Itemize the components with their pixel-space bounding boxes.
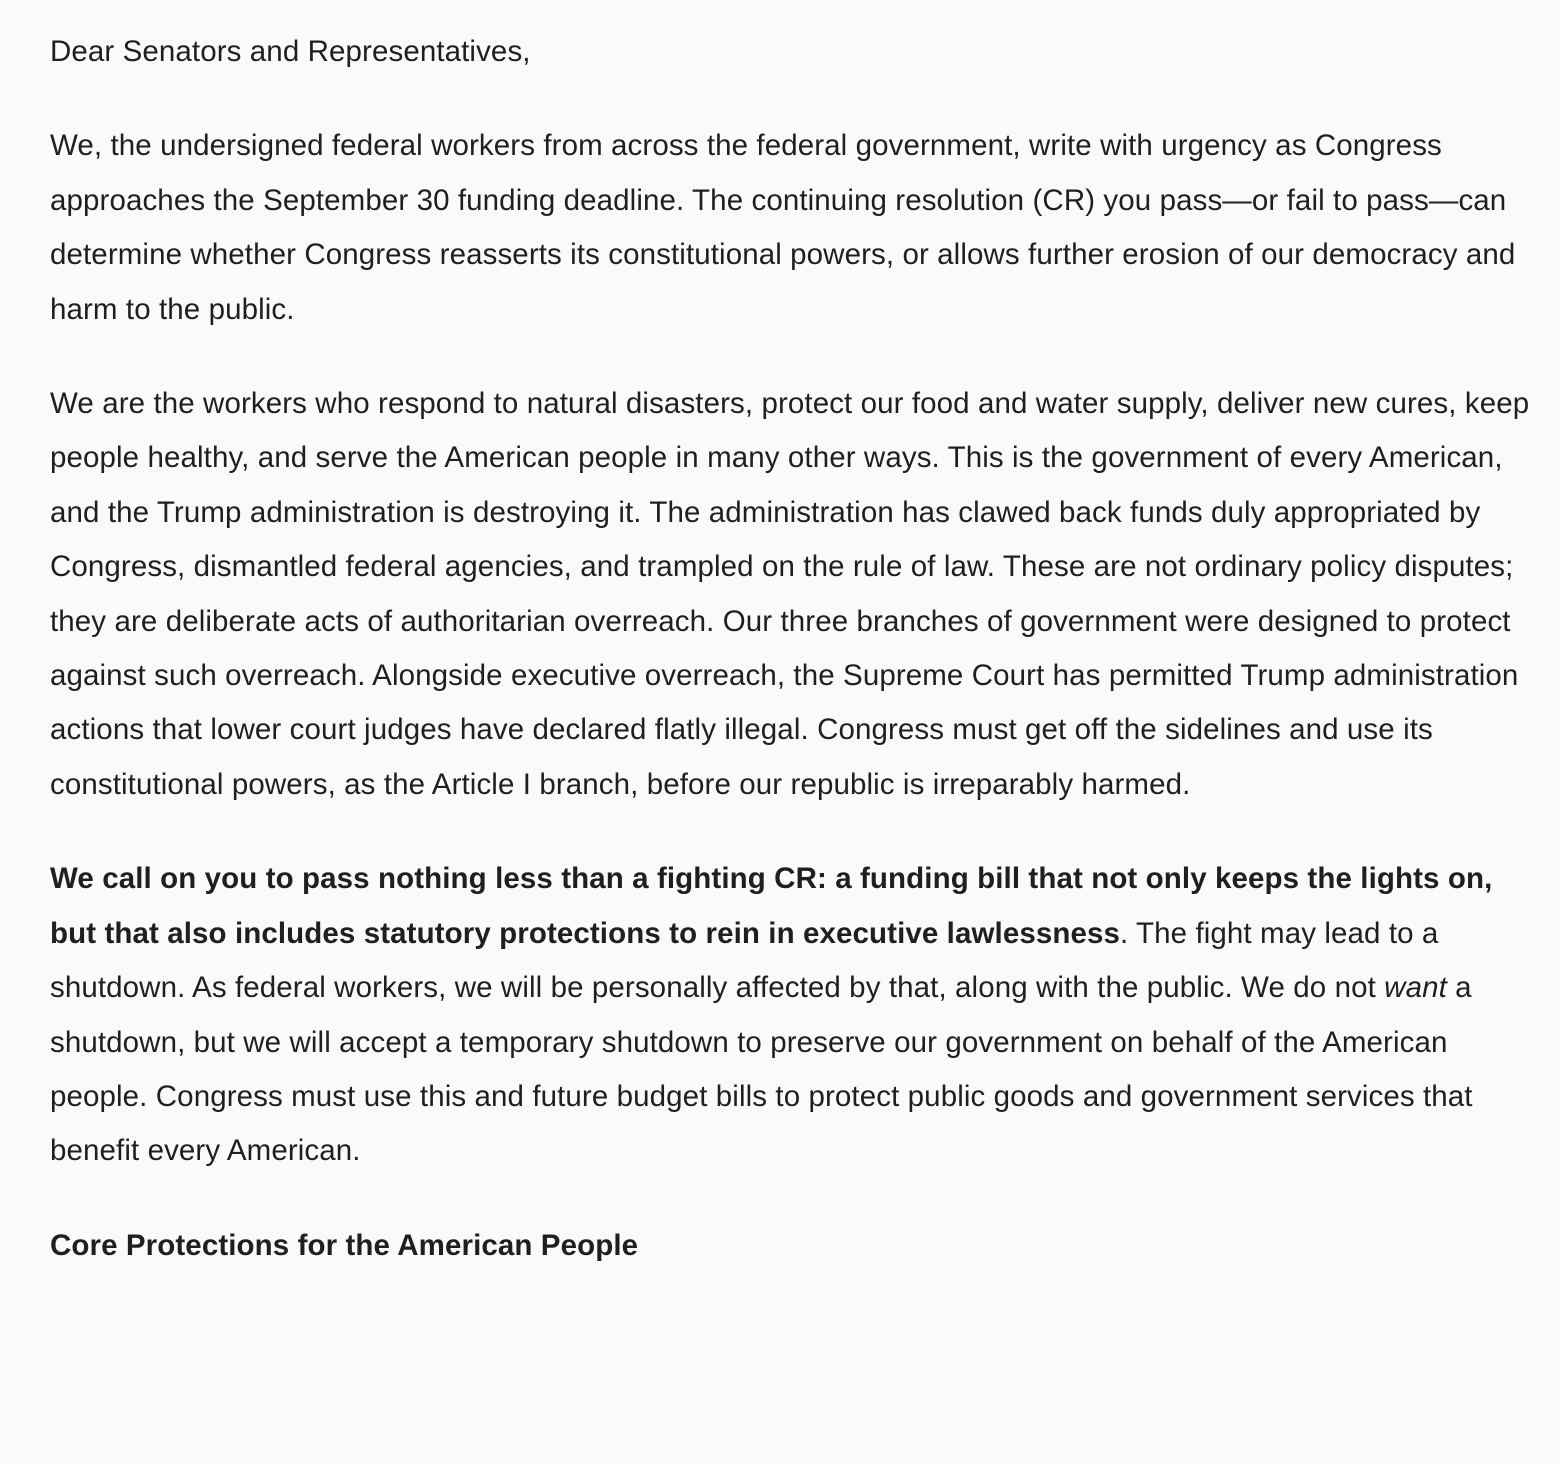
paragraph-call-to-action xyxy=(50,852,1530,1178)
call-to-action-text-1: . The fight may lead to a shutdown. As federal workers, we will be personally affected by that, along with the public. We do not xyxy=(50,916,1439,1005)
emphasis-want: want xyxy=(1384,971,1447,1005)
paragraph-workers: We are the workers who respond to natural disasters, protect our food and water supply, deliver new cures, keep people healthy, and serve the American people in many other ways. This is the government of every American, and the Trump administration is destroying it. The administration has clawed back funds duly appropriated by Congress, dismantled federal agencies, and trampled on the rule of law. These are not ordinary policy disputes; they are deliberate acts of authoritarian overreach. Our three branches of government were designed to protect against such overreach. Alongside executive overreach, the Supreme Court has permitted Trump administration actions that lower court judges have declared flatly illegal. Congress must get off the sidelines and use its constitutional powers, as the Article I branch, before our republic is irreparably harmed. xyxy=(50,387,1530,801)
paragraph-intro: We, the undersigned federal workers from across the federal government, write with urgency as Congress approaches the September 30 funding deadline. The continuing resolution (CR) you pass—or fail to pass—can determine whether Congress reasserts its constitutional powers, or allows further erosion of our democracy and harm to the public. xyxy=(50,129,1516,326)
section-heading: Core Protections for the American People xyxy=(50,1228,639,1262)
call-to-action-text-2: a shutdown, but we will accept a temporary shutdown to preserve our government on behalf of the American people. Congress must use this and future budget bills to protect public goods and government services that benefit every American. xyxy=(50,971,1473,1168)
letter-body xyxy=(50,25,1530,1273)
call-to-action-bold: We call on you to pass nothing less than a fighting CR: a funding bill that not only keeps the lights on, but that also includes statutory protections to rein in executive lawlessness xyxy=(50,862,1493,950)
salutation: Dear Senators and Representatives, xyxy=(50,35,531,68)
